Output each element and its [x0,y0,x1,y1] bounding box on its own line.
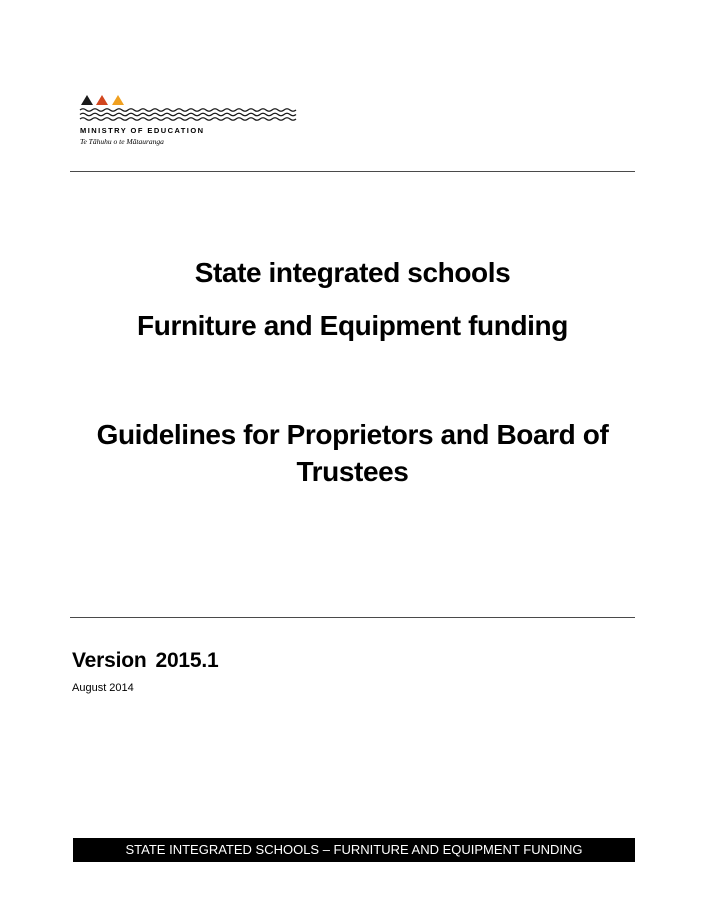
footer-banner: STATE INTEGRATED SCHOOLS – FURNITURE AND EQUIPMENT FUNDING [73,838,635,862]
version-number: 2015.1 [155,649,219,672]
logo-triangle-black [81,95,93,105]
title-line-1: State integrated schools [194,257,511,288]
logo-org-name: MINISTRY OF EDUCATION [80,126,205,135]
top-divider [70,171,635,172]
logo-wave-2 [80,113,296,116]
title-line-2: Furniture and Equipment funding [137,310,568,341]
document-subtitle: Guidelines for Proprietors and Board of Trustees [96,419,609,487]
logo-tagline: Te Tāhuhu o te Mātauranga [80,137,164,146]
logo-wave-3 [80,118,296,121]
logo-triangle-red [96,95,108,105]
ministry-logo [78,92,300,156]
publication-date: August 2014 [72,682,134,694]
logo-wave-1 [80,109,296,112]
bottom-divider [70,617,635,618]
logo-triangle-orange [112,95,124,105]
logo-mark-icon [78,92,300,126]
version-heading [72,649,219,673]
version-label: Version [72,649,147,672]
